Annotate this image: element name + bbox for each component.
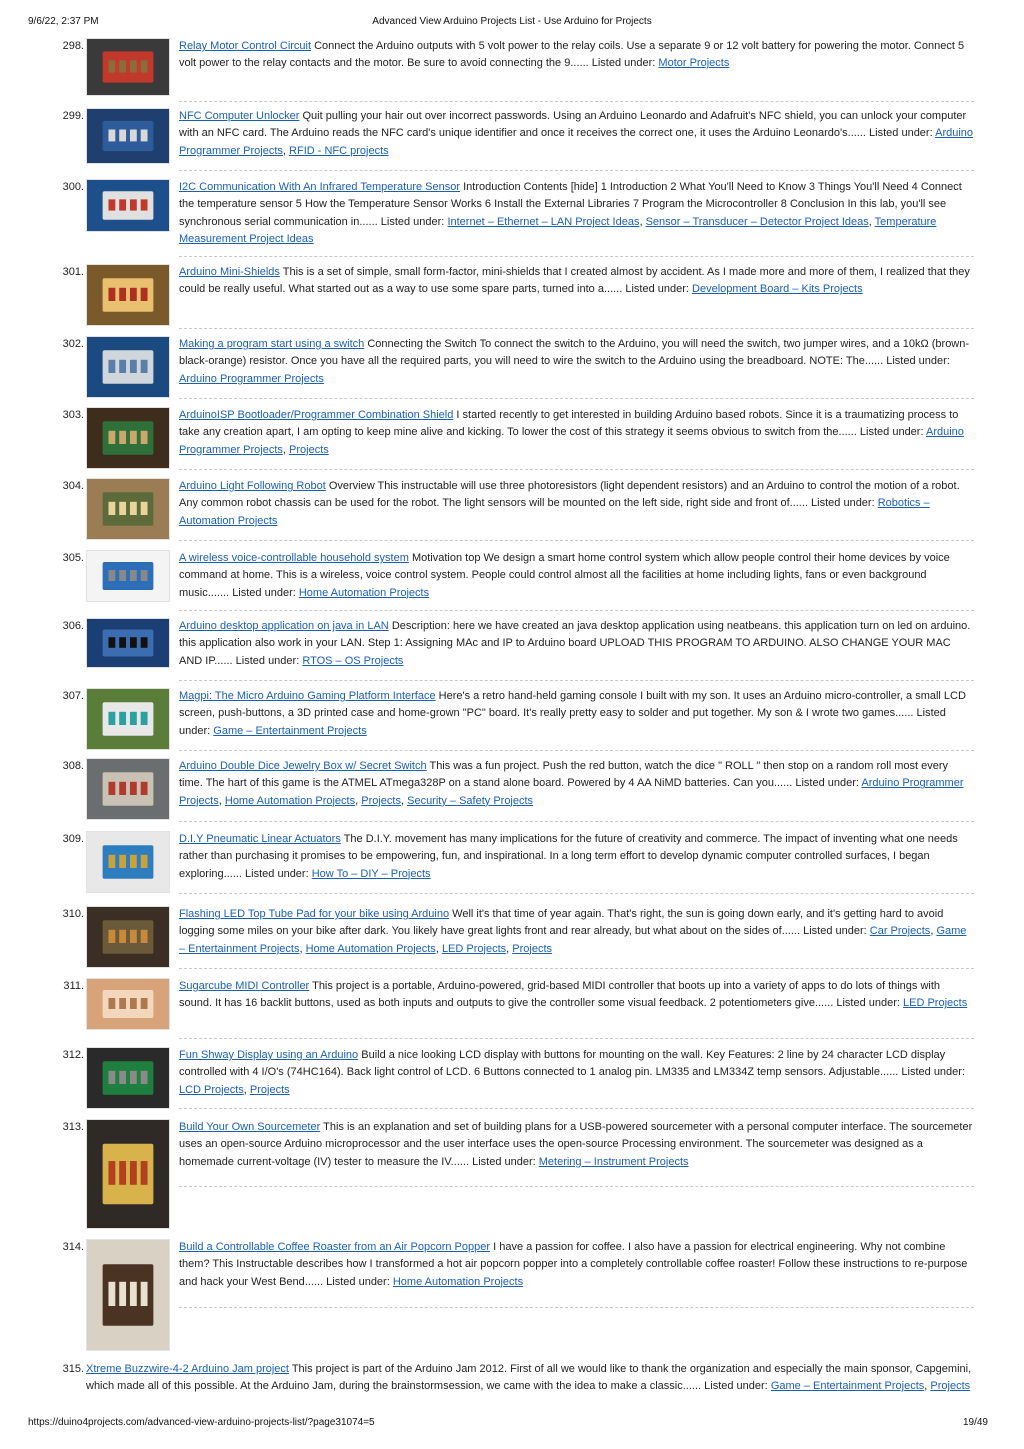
listed-under-label: Listed under: [380, 215, 445, 228]
category-link[interactable]: RTOS – OS Projects [302, 654, 404, 667]
category-link[interactable]: Game – Entertainment Projects [770, 1380, 925, 1393]
project-description: Quit pulling your hair out over incorrect passwords. Using an Arduino Leonardo and Adafruit's NFC shield, you can unlock your computer with an NFC card. The Arduino reads the NFC card's unique identifier and once it receives the correct one, it uses the Arduino Leonardo's...... [179, 110, 967, 140]
project-title-link[interactable]: Fun Shway Display using an Arduino [179, 1049, 359, 1061]
project-thumbnail[interactable] [86, 906, 170, 968]
item-number: 304. [62, 480, 84, 492]
item-text [179, 478, 974, 530]
item-separator [179, 1186, 974, 1187]
item-number: 302. [62, 338, 84, 350]
category-link[interactable]: Projects [361, 794, 401, 807]
project-description: This is a set of simple, small form-factor, mini-shields that I created almost by accident. As I made more and more of them, I realized that they could be really useful. What started out as a way to use some spare parts, turned into a...... [179, 266, 970, 296]
item-number: 308. [62, 760, 84, 772]
listed-under-label: Listed under: [836, 997, 900, 1010]
category-link[interactable]: Arduino Programmer Projects [179, 777, 964, 807]
item-separator [179, 680, 974, 681]
item-text: Flashing LED Top Tube Pad for your bike using Arduino Well it's that time of year again. That's right, the sun is going down early, and it's getting hard to avoid logging some miles on your bike after dark. You likely have great lights front and rear already, but what about on the sides of...... Listed under: Car Projects, Game – Entertainment Projects, Home Automation Projects, LED Projects, Projects [179, 908, 967, 955]
listed-under-label: Listed under: [326, 1275, 390, 1288]
project-thumbnail[interactable] [86, 1047, 170, 1109]
item-text: NFC Computer Unlocker Quit pulling your hair out over incorrect passwords. Using an Arduino Leonardo and Adafruit's NFC shield, you can unlock your computer with an NFC card. The Arduino reads the NFC card's unique identifier and once it receives the correct one, it uses the Arduino Leonardo's...... Listed under: Arduino Programmer Projects, RFID - NFC projects [179, 110, 974, 157]
item-separator [179, 328, 974, 329]
item-number: 301. [62, 266, 84, 278]
listed-under-label: Listed under: [232, 586, 296, 599]
project-description: Introduction Contents [hide] 1 Introduction 2 What You'll Need to Know 3 Things You'll Need 4 Connect the temperature sensor 5 How the Temperature Sensor Works 6 Install the External Libraries 7 Program the Microcontroller 8 Conclusion In this lab, you'll see synchronous serial communication in...... [179, 181, 962, 228]
category-link[interactable]: Home Automation Projects [298, 586, 430, 599]
project-description: Description: here we have created an java desktop application using neatbeans. this application turn on led on arduino. this application also work in your LAN. Step 1: Assigning MAc and IP to Arduino board UPLOAD THIS PROGRAM TO ARDUINO. ALSO CHANGE YOUR MAC AND IP...... [179, 620, 971, 667]
category-link[interactable]: Home Automation Projects [224, 794, 356, 807]
item-text [179, 1119, 974, 1171]
item-separator [179, 469, 974, 470]
project-title-link[interactable]: Arduino Mini-Shields [179, 266, 280, 278]
project-title-link[interactable]: Arduino Light Following Robot [179, 480, 326, 492]
listed-under-label: Listed under: [795, 777, 859, 790]
category-link[interactable]: Projects [930, 1380, 971, 1393]
category-link[interactable]: Temperature Measurement Project Ideas [179, 215, 937, 246]
item-separator [179, 750, 974, 751]
item-number: 306. [62, 620, 84, 632]
project-title-link[interactable]: ArduinoISP Bootloader/Programmer Combination Shield [179, 409, 454, 421]
item-number: 299. [62, 110, 84, 122]
item-number: 311. [63, 980, 84, 992]
listed-under-label: Listed under: [591, 57, 656, 70]
project-title-link[interactable]: NFC Computer Unlocker [179, 110, 300, 122]
print-title: Advanced View Arduino Projects List - Use Arduino for Projects [372, 16, 652, 27]
item-separator [179, 968, 974, 969]
project-description: Motivation top We design a smart home control system which allow people control their home devices by voice command at home. This is a wireless, voice control system. People could control almost all the facilities at home including lights, fans or even background music....... [179, 552, 950, 599]
category-link[interactable]: Internet – Ethernet – LAN Project Ideas [447, 215, 640, 228]
item-text [179, 688, 974, 740]
category-link[interactable]: Arduino Programmer Projects [179, 372, 324, 385]
item-text [179, 831, 974, 883]
item-separator [179, 398, 974, 399]
project-title-link[interactable]: Build Your Own Sourcemeter [179, 1121, 321, 1133]
category-link[interactable]: Metering – Instrument Projects [538, 1155, 689, 1168]
item-separator [179, 540, 974, 541]
listed-under-label: Listed under: [245, 867, 309, 880]
project-description: I have a passion for coffee. I also have a passion for electrical engineering. Why not combine them? This Instructable describes how I transformed a hot air popcorn popper into a completely controllable coffee roaster! Follow these instructions to re-purpose and hack your West Bend...... [179, 1241, 968, 1288]
category-link[interactable]: RFID - NFC projects [289, 144, 389, 157]
item-separator [179, 256, 974, 257]
project-description: Overview This instructable will use three photoresistors (light dependent resistors) and an Arduino to control the motion of a robot. Any common robot chassis can be used for the robot. The light sensors will be mounted on the left side, right side and front of...... [179, 480, 960, 510]
project-thumbnail[interactable] [86, 336, 170, 398]
category-link[interactable]: Arduino Programmer Projects [179, 127, 974, 157]
category-link[interactable]: Home Automation Projects [392, 1275, 524, 1288]
item-separator [179, 893, 974, 894]
project-thumbnail[interactable] [86, 978, 170, 1030]
listed-under-label: Listed under: [901, 1066, 966, 1079]
project-title-link[interactable]: D.I.Y Pneumatic Linear Actuators [179, 833, 341, 845]
listed-under-label: Listed under: [179, 707, 946, 737]
project-title-link[interactable]: Flashing LED Top Tube Pad for your bike using Arduino [179, 908, 450, 920]
category-link[interactable]: Development Board – Kits Projects [692, 283, 863, 296]
item-text [179, 38, 974, 73]
category-link[interactable]: LCD Projects [179, 1083, 244, 1096]
project-title-link[interactable]: Build a Controllable Coffee Roaster from an Air Popcorn Popper [179, 1241, 491, 1253]
listed-under-label: Listed under: [803, 925, 867, 938]
item-number: 313. [62, 1121, 84, 1133]
item-text [179, 336, 974, 388]
item-number: 315. [62, 1363, 84, 1375]
print-footer [0, 1417, 1024, 1431]
project-description: Here's a retro hand-held gaming console I built with my son. It uses an Arduino micro-controller, a small LCD screen, push-buttons, a 3D printed case and home-grown "PC" board. It's really pretty easy to solder and put together. My son & I wrote two games...... [179, 690, 966, 720]
project-thumbnail[interactable] [86, 1239, 170, 1351]
project-description: I started recently to get interested in building Arduino based robots. Since it is a traumatizing process to take any creation apart, I am opting to keep mine alive and kicking. To lower the cost of this strategy it seems obvious to switch from the...... [179, 409, 959, 439]
item-text: I2C Communication With An Infrared Temperature Sensor Introduction Contents [hide] 1 Introduction 2 What You'll Need to Know 3 Things You'll Need 4 Connect the temperature sensor 5 How the Temperature Sensor Works 6 Install the External Libraries 7 Program the Microcontroller 8 Conclusion In this lab, you'll see synchronous serial communication in...... Listed under: Internet – Ethernet – LAN Project Ideas, Sensor – Transducer – Detector Project Ideas, Temperature Measurement Project Ideas [179, 181, 962, 246]
project-thumbnail[interactable] [86, 618, 170, 668]
project-description: Build a nice looking LCD display with buttons for mounting on the wall. Key Features: 2 line by 24 character LCD display controlled with 4 I/O's (74HC164). Back light control of LCD. 6 Buttons connected to 1 analog pin. LM335 and LM334Z temp sensors. Adjustable...... [179, 1049, 946, 1079]
category-link[interactable]: Security – Safety Projects [407, 794, 534, 807]
item-separator [179, 1307, 974, 1308]
project-title-link[interactable]: I2C Communication With An Infrared Temperature Sensor [179, 181, 461, 193]
project-title-link[interactable]: Xtreme Buzzwire-4-2 Arduino Jam project [86, 1363, 289, 1375]
print-url: https://duino4projects.com/advanced-view-arduino-projects-list/?page31074=5 [28, 1417, 375, 1428]
category-link[interactable]: Robotics – Automation Projects [179, 497, 930, 527]
project-description: This project is a portable, Arduino-powered, grid-based MIDI controller that boots up into a variety of apps to do lots of things with sound. It has 16 backlit buttons, used as both inputs and outputs to give the controller some visual feedback. 2 potentiometers give...... [179, 980, 941, 1010]
listed-under-label: Listed under: [472, 1155, 536, 1168]
project-description: Connect the Arduino outputs with 5 volt power to the relay coils. Use a separate 9 or 12 volt battery for powering the motor. Connect 5 volt power to the relay contacts and the motor. Be sure to avoid connecting the 9...... [179, 40, 965, 70]
listed-under-label: Listed under: [704, 1380, 768, 1393]
item-separator [179, 821, 974, 822]
item-text [179, 550, 974, 602]
item-separator [179, 610, 974, 611]
listed-under-label: Listed under: [811, 497, 875, 510]
listed-under-label: Listed under: [886, 355, 950, 368]
item-separator [179, 101, 974, 102]
item-text [179, 618, 974, 670]
item-text [179, 264, 974, 299]
item-text: Fun Shway Display using an Arduino Build a nice looking LCD display with buttons for mounting on the wall. Key Features: 2 line by 24 character LCD display controlled with 4 I/O's (74HC164). Back light control of LCD. 6 Buttons connected to 1 analog pin. LM335 and LM334Z temp sensors. Adjustable...... Listed under: LCD Projects, Projects [179, 1049, 966, 1096]
project-title-link[interactable]: Sugarcube MIDI Controller [179, 980, 310, 992]
item-number: 300. [62, 181, 84, 193]
item-number: 309. [62, 833, 84, 845]
item-text [179, 1239, 974, 1291]
listed-under-label: Listed under: [625, 283, 689, 296]
project-thumbnail[interactable] [86, 831, 170, 893]
item-number: 307. [62, 690, 84, 702]
category-link[interactable]: LED Projects [903, 997, 968, 1010]
project-title-link[interactable]: Relay Motor Control Circuit [179, 40, 312, 52]
listed-under-label: Listed under: [859, 426, 924, 439]
project-thumbnail[interactable] [86, 550, 170, 602]
project-description: This is an explanation and set of building plans for a USB-powered sourcemeter with a personal computer interface. The sourcemeter uses an open-source Arduino microprocessor and the user interface uses the open-source Processing environment. The sourcemeter was designed as a homemade current-voltage (IV) tester to measure the IV...... [179, 1121, 973, 1168]
item-text: Xtreme Buzzwire-4-2 Arduino Jam project This project is part of the Arduino Jam 2012. First of all we would like to thank the organization and especially the main sponsor, Capgemini, which made all of this possible. At the Arduino Jam, during the brainstormsession, we came with the idea to make a classic...... Listed under: Game – Entertainment Projects, Projects [86, 1363, 972, 1393]
item-text: ArduinoISP Bootloader/Programmer Combination Shield I started recently to get interested in building Arduino based robots. Since it is a traumatizing process to take any creation apart, I am opting to keep mine alive and kicking. To lower the cost of this strategy it seems obvious to switch from the...... Listed under: Arduino Programmer Projects, Projects [179, 409, 964, 456]
item-text [179, 978, 974, 1013]
project-title-link[interactable]: Magpi: The Micro Arduino Gaming Platform Interface [179, 690, 436, 702]
category-link[interactable]: How To – DIY – Projects [311, 867, 431, 880]
category-link[interactable]: Projects [249, 1083, 290, 1096]
item-number: 314. [62, 1241, 84, 1253]
category-link[interactable]: Projects [512, 942, 553, 955]
category-link[interactable]: Home Automation Projects [305, 942, 436, 955]
category-link[interactable]: Car Projects [869, 925, 931, 938]
project-description: This project is part of the Arduino Jam 2012. First of all we would like to thank the organization and especially the main sponsor, Capgemini, which made all of this possible. At the Arduino Jam, during the brainstormsession, we came with the idea to make a classic...... [86, 1363, 972, 1393]
project-thumbnail[interactable] [86, 264, 170, 326]
category-link[interactable]: Arduino Programmer Projects [179, 426, 964, 456]
item-number: 312. [62, 1049, 84, 1061]
project-title-link[interactable]: Making a program start using a switch [179, 338, 365, 350]
category-link[interactable]: Motor Projects [658, 57, 730, 70]
listed-under-label: Listed under: [869, 127, 933, 140]
category-link[interactable]: LED Projects [441, 942, 507, 955]
project-description: The D.I.Y. movement has many implications for the future of creativity and commerce. The impact of inventing what one needs rather than purchasing it promises to be empowering, fun, and inspirational. In a long term effort to develop dynamic computer controlled surfaces, I began exploring...... [179, 833, 958, 880]
project-description: Connecting the Switch To connect the switch to the Arduino, you will need the switch, two jumper wires, and a 10kΩ (brown-black-orange) resistor. Once you have all the required parts, you will need to wire the switch to the Arduino using the breadboard. NOTE: The...... [179, 338, 970, 368]
project-thumbnail[interactable] [86, 758, 170, 820]
category-link[interactable]: Game – Entertainment Projects [179, 925, 967, 955]
print-header [0, 16, 1024, 30]
category-link[interactable]: Sensor – Transducer – Detector Project Ideas [645, 215, 869, 228]
item-text: Arduino Double Dice Jewelry Box w/ Secret Switch This was a fun project. Push the red button, watch the dice " ROLL " then stop on a random roll most every time. The hart of this game is the ATMEL ATmega328P on a stand alone board. Powered by 4 AA NiMD batteries. Can you...... Listed under: Arduino Programmer Projects, Home Automation Projects, Projects, Security – Safety Projects [179, 760, 964, 807]
project-thumbnail[interactable] [86, 38, 170, 96]
listed-under-label: Listed under: [235, 654, 300, 667]
project-thumbnail[interactable] [86, 478, 170, 540]
item-number: 310. [62, 908, 84, 920]
print-page-number: 19/49 [962, 1417, 988, 1428]
item-separator [179, 1108, 974, 1109]
item-separator [179, 1038, 974, 1039]
project-title-link[interactable]: Arduino Double Dice Jewelry Box w/ Secret Switch [179, 760, 427, 772]
project-title-link[interactable]: Arduino desktop application on java in LAN [179, 620, 389, 632]
category-link[interactable]: Projects [289, 443, 329, 456]
project-description: This was a fun project. Push the red button, watch the dice " ROLL " then stop on a random roll most every time. The hart of this game is the ATMEL ATmega328P on a stand alone board. Powered by 4 AA NiMD batteries. Can you...... [179, 760, 949, 790]
item-separator [179, 170, 974, 171]
project-thumbnail[interactable] [86, 688, 170, 750]
item-number: 305. [62, 552, 84, 564]
project-thumbnail[interactable] [86, 108, 170, 164]
print-datetime: 9/6/22, 2:37 PM [28, 16, 99, 27]
item-number: 298. [62, 40, 84, 52]
item-number: 303. [62, 409, 84, 421]
project-description: Well it's that time of year again. That's right, the sun is going down early, and it's getting hard to avoid logging some miles on your bike after dark. You likely have great lights front and rear already, but what about on the sides of...... [179, 908, 944, 938]
project-thumbnail[interactable] [86, 407, 170, 469]
project-title-link[interactable]: A wireless voice-controllable household system [179, 552, 409, 564]
category-link[interactable]: Game – Entertainment Projects [213, 724, 367, 737]
project-thumbnail[interactable] [86, 179, 170, 232]
project-thumbnail[interactable] [86, 1119, 170, 1229]
